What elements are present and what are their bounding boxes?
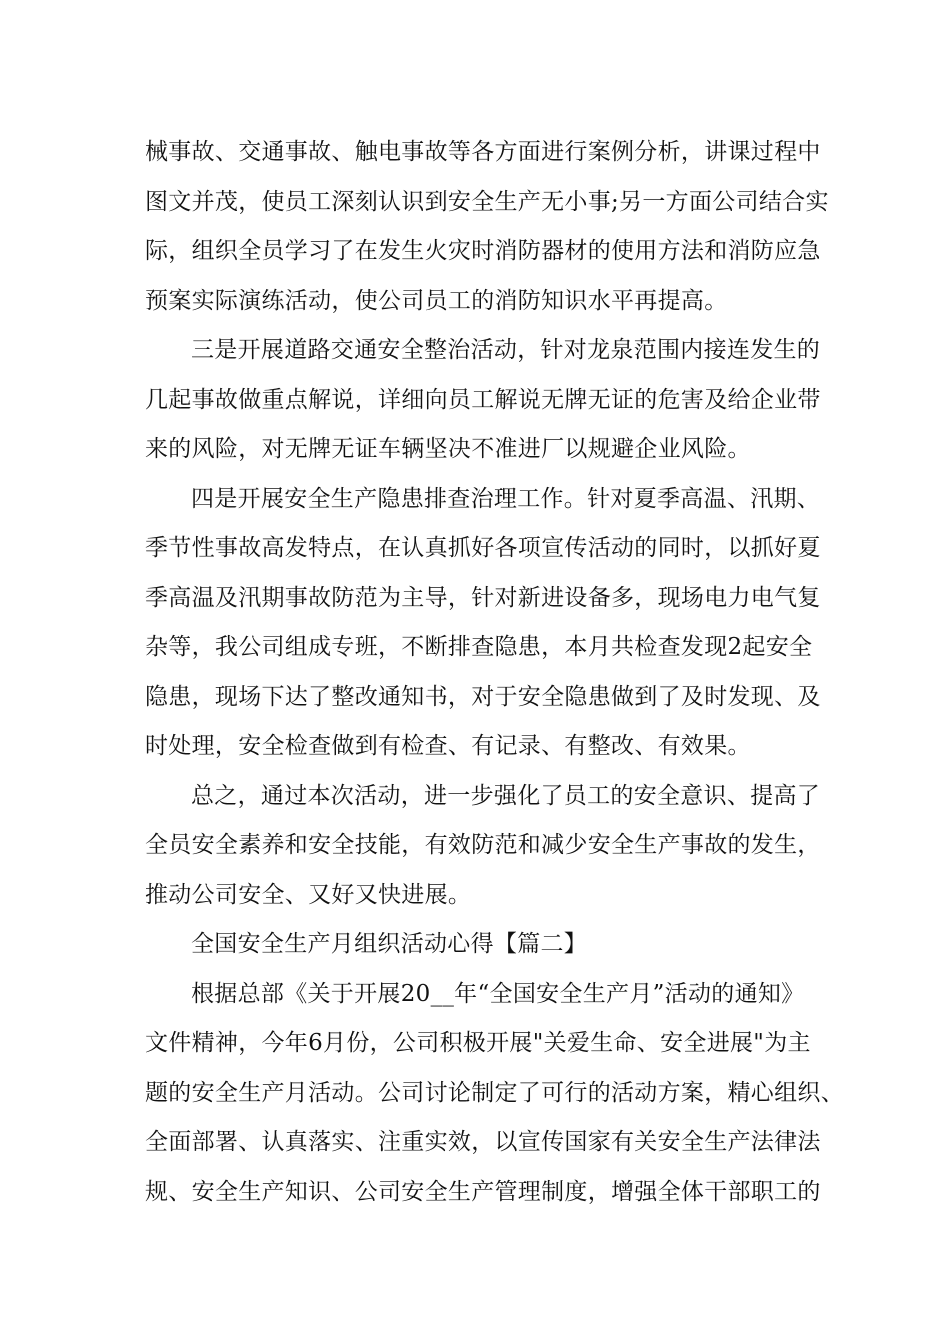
text-line: 来的风险，对无牌无证车辆坚决不准进厂以规避企业风险。	[145, 436, 751, 462]
text-line: 预案实际演练活动，使公司员工的消防知识水平再提高。	[145, 287, 728, 314]
paragraph-start: 总之，通过本次活动，进一步强化了员工的安全意识、提高了	[191, 782, 821, 809]
text-line: 题的安全生产月活动。公司讨论制定了可行的活动方案，精心组织、	[145, 1079, 844, 1106]
paragraph-start: 四是开展安全生产隐患排查治理工作。针对夏季高温、汛期、	[191, 485, 821, 512]
text-line: 时处理，安全检查做到有检查、有记录、有整改、有效果。	[145, 733, 751, 759]
text-line: 械事故、交通事故、触电事故等各方面进行案例分析，讲课过程中	[145, 139, 821, 165]
text-line: 图文并茂，使员工深刻认识到安全生产无小事;另一方面公司结合实	[145, 188, 829, 215]
text-line: 季节性事故高发特点，在认真抓好各项宣传活动的同时，以抓好夏	[145, 535, 821, 561]
text-line: 文件精神，今年6月份，公司积极开展"关爱生命、安全进展"为主	[145, 1030, 811, 1056]
text-line: 全员安全素养和安全技能，有效防范和减少安全生产事故的发生，	[145, 832, 821, 858]
text-line: 规、安全生产知识、公司安全生产管理制度，增强全体干部职工的	[145, 1178, 821, 1205]
text-line: 杂等，我公司组成专班，不断排查隐患，本月共检查发现2起安全	[145, 634, 813, 660]
text-line: 际，组织全员学习了在发生火灾时消防器材的使用方法和消防应急	[145, 238, 821, 264]
section-heading: 全国安全生产月组织活动心得【篇二】	[191, 931, 588, 957]
text-line: 几起事故做重点解说，详细向员工解说无牌无证的危害及给企业带	[145, 386, 821, 413]
text-line: 推动公司安全、又好又快进展。	[145, 881, 472, 908]
text-line: 全面部署、认真落实、注重实效，以宣传国家有关安全生产法律法	[145, 1129, 821, 1155]
paragraph-start: 根据总部《关于开展20__年“全国安全生产月”活动的通知》	[191, 980, 805, 1007]
document-body	[145, 128, 844, 1217]
text-line: 季高温及汛期事故防范为主导，针对新进设备多，现场电力电气复	[145, 584, 821, 611]
paragraph-start: 三是开展道路交通安全整治活动，针对龙泉范围内接连发生的	[191, 337, 821, 363]
text-line: 隐患，现场下达了整改通知书，对于安全隐患做到了及时发现、及	[145, 683, 821, 710]
